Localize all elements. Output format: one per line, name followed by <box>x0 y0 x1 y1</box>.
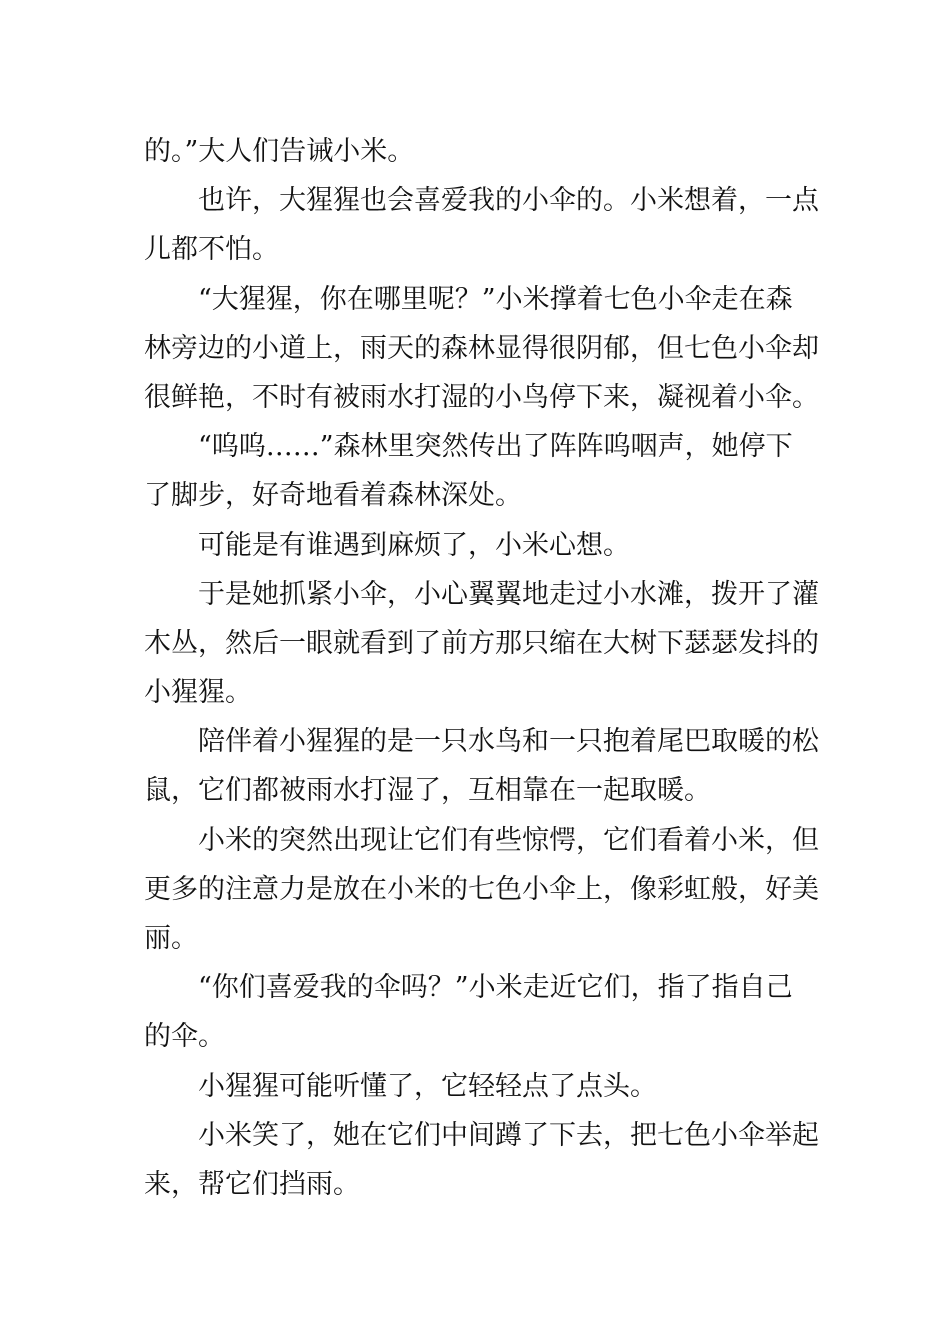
text-line: 陪伴着小猩猩的是一只水鸟和一只抱着尾巴取暖的松 <box>198 726 819 758</box>
text-line: 小猩猩。 <box>144 677 252 709</box>
text-line: 也许，大猩猩也会喜爱我的小伞的。小米想着，一点 <box>198 185 819 217</box>
text-line: 小猩猩可能听懂了，它轻轻点了点头。 <box>198 1070 657 1102</box>
text-line: 小米的突然出现让它们有些惊愕，它们看着小米，但 <box>198 824 819 856</box>
text-line: 丽。 <box>144 923 198 954</box>
text-line: 于是她抓紧小伞，小心翼翼地走过小水滩，拨开了灌 <box>198 578 819 610</box>
text-line: 的。”大人们告诫小米。 <box>144 136 415 167</box>
text-line: 来，帮它们挡雨。 <box>144 1168 360 1200</box>
text-line: 鼠，它们都被雨水打湿了，互相靠在一起取暖。 <box>144 775 711 807</box>
text-line: 儿都不怕。 <box>144 234 279 266</box>
story-text <box>144 127 819 1209</box>
text-line: 林旁边的小道上，雨天的森林显得很阴郁，但七色小伞却 <box>144 332 819 364</box>
text-line: 了脚步，好奇地看着森林深处。 <box>144 480 522 512</box>
text-line: 木丛，然后一眼就看到了前方那只缩在大树下瑟瑟发抖的 <box>144 627 819 659</box>
text-line: 可能是有谁遇到麻烦了，小米心想。 <box>198 529 630 561</box>
text-line: 的伞。 <box>144 1021 225 1053</box>
text-line: 小米笑了，她在它们中间蹲了下去，把七色小伞举起 <box>198 1119 819 1151</box>
text-line: “呜呜……”森林里突然传出了阵阵呜咽声，她停下 <box>198 431 793 463</box>
text-line: “大猩猩，你在哪里呢？”小米撑着七色小伞走在森 <box>198 283 793 315</box>
text-line: “你们喜爱我的伞吗？”小米走近它们，指了指自己 <box>198 972 793 1004</box>
text-line: 更多的注意力是放在小米的七色小伞上，像彩虹般，好美 <box>144 873 819 905</box>
text-line: 很鲜艳，不时有被雨水打湿的小鸟停下来，凝视着小伞。 <box>144 381 819 413</box>
